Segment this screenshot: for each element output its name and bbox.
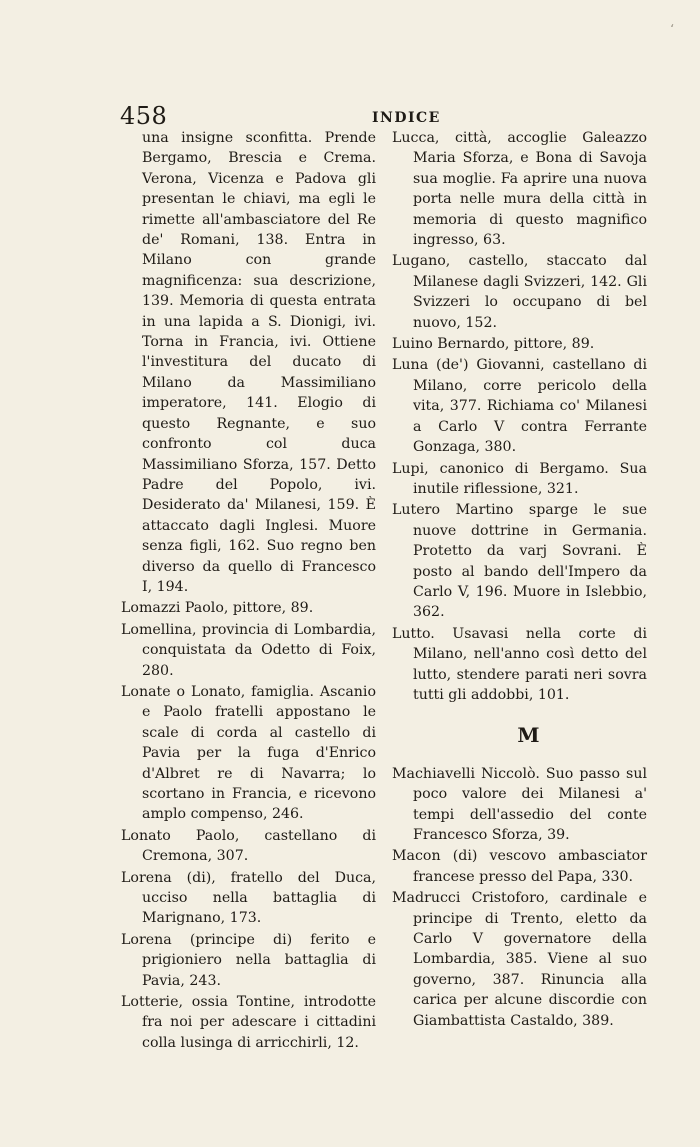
index-entry: Lomellina, provincia di Lombardia, conquistata da Odetto di Foix, 280. [121, 621, 376, 679]
index-entry: Lugano, castello, staccato dal Milanese dagli Svizzeri, 142. Gli Svizzeri lo occupano di bel nuovo, 152. [392, 253, 647, 331]
index-entry: Machiavelli Niccolò. Suo passo sul poco valore dei Milanesi a' tempi dell'assedio del conte Francesco Sforza, 39. [392, 765, 647, 843]
index-entry: Lupi, canonico di Bergamo. Sua inutile riflessione, 321. [392, 460, 647, 497]
index-entry: Madrucci Cristoforo, cardinale e principe di Trento, eletto da Carlo V governatore della Lombardia, 385. Viene al suo governo, 387. Rinuncia alla carica per alcune discordie con Giambattista Castaldo, 389. [392, 890, 647, 1029]
index-entry: Lomazzi Paolo, pittore, 89. [121, 600, 314, 617]
index-entry: Lonate o Lonato, famiglia. Ascanio e Paolo fratelli appostano le scale di corda al castello di Pavia per la fuga d'Enrico d'Albret re di Navarra; lo scortano in Francia, e ricevono amplo compenso, 246. [121, 683, 376, 823]
left-column [121, 128, 376, 1053]
index-entry: Luino Bernardo, pittore, 89. [392, 336, 595, 353]
index-entry: Lorena (di), fratello del Duca, ucciso nella battaglia di Marignano, 173. [121, 869, 376, 927]
page-mark: ‘ [670, 22, 674, 36]
index-entry: una insigne sconfitta. Prende Bergamo, Brescia e Crema. Verona, Vicenza e Padova gli presentan le chiavi, ma egli le rimette all'ambasciatore del Re de' Romani, 138. Entra in Milano con grande magnificenza: sua descrizione, 139. Memoria di questa entrata in una lapida a S. Dionigi, ivi. Torna in Francia, ivi. Ottiene l'investitura del ducato di Milano da Massimiliano imperatore, 141. Elogio di questo Regnante, e suo confronto col duca Massimiliano Sforza, 157. Detto Padre del Popolo, ivi. Desiderato da' Milanesi, 159. È attaccato dagli Inglesi. Muore senza figli, 162. Suo regno ben diverso da quello di Francesco I, 194. [142, 130, 376, 595]
index-entry: Macon (di) vescovo ambasciator francese presso del Papa, 330. [392, 848, 647, 885]
index-entry: Lotterie, ossia Tontine, introdotte fra noi per adescare i cittadini colla lusinga di arricchirli, 12. [121, 994, 376, 1051]
index-entry: Lutero Martino sparge le sue nuove dottrine in Germania. Protetto da varj Sovrani. È posto al bando dell'Impero da Carlo V, 196. Muore in Islebbio, 362. [392, 502, 647, 621]
page-number: 458 [120, 102, 168, 130]
index-entry: Lorena (principe di) ferito e prigioniero nella battaglia di Pavia, 243. [121, 931, 376, 989]
index-entry: Luna (de') Giovanni, castellano di Milano, corre pericolo della vita, 377. Richiama co' Milanesi a Carlo V contra Ferrante Gonzaga, 380. [392, 357, 647, 456]
index-entry: Lutto. Usavasi nella corte di Milano, nell'anno così detto del lutto, stendere parati neri sovra tutti gli addobbi, 101. [392, 625, 647, 703]
running-title: INDICE [372, 110, 441, 126]
right-column [392, 128, 647, 1031]
section-letter: M [517, 723, 540, 748]
index-entry: Lucca, città, accoglie Galeazzo Maria Sforza, e Bona di Savoja sua moglie. Fa aprire una nuova porta nelle mura della città in memoria di questo magnifico ingresso, 63. [392, 130, 647, 249]
index-entry: Lonato Paolo, castellano di Cremona, 307. [121, 827, 376, 865]
